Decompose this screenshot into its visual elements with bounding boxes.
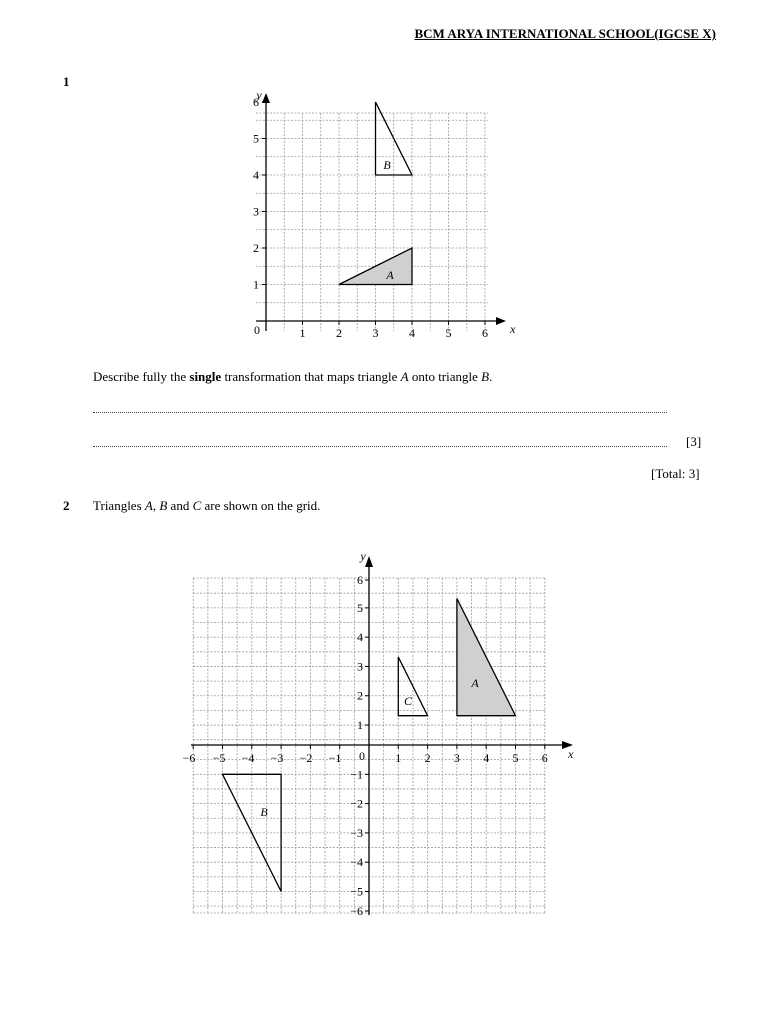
q2-triangle-a-label: A <box>471 676 479 690</box>
q2-x-axis-label: x <box>568 747 574 761</box>
q2-x-tick: −2 <box>299 751 313 765</box>
question-1-mark: [3] <box>686 434 702 449</box>
q2-y-tick: −4 <box>350 855 363 870</box>
q1-x-tick: 6 <box>482 326 488 340</box>
answer-line-1[interactable] <box>93 410 667 413</box>
prompt-emphasis: single <box>189 369 222 384</box>
prompt-var-a: A <box>144 498 153 513</box>
q2-y-tick: 1 <box>357 718 363 732</box>
q1-x-tick: 3 <box>372 326 379 340</box>
q2-x-tick: −3 <box>270 751 284 765</box>
q1-triangle-b-label: B <box>383 158 391 172</box>
q1-y-tick: 2 <box>253 241 259 255</box>
q1-x-tick: 2 <box>336 326 342 340</box>
q2-x-tick: −5 <box>212 751 226 765</box>
prompt-text: . <box>489 369 493 384</box>
question-2-number: 2 <box>63 498 70 513</box>
q2-x-tick: −1 <box>328 751 342 765</box>
school-header: BCM ARYA INTERNATIONAL SCHOOL(IGCSE X) <box>414 26 716 41</box>
prompt-text: transformation that maps triangle <box>221 369 401 384</box>
q2-y-tick: −5 <box>350 884 363 899</box>
q1-origin-label: 0 <box>254 323 260 337</box>
prompt-text: Triangles <box>93 498 145 513</box>
prompt-text: , <box>152 498 160 513</box>
question-1-graph <box>240 85 530 345</box>
q1-y-tick: 3 <box>253 204 259 219</box>
q2-y-tick: 6 <box>357 573 363 587</box>
q1-grid <box>256 113 488 331</box>
q2-origin-label: 0 <box>359 749 365 763</box>
q2-y-tick: 2 <box>357 688 363 703</box>
question-1-total: [Total: 3] <box>651 466 700 481</box>
question-2-graph <box>175 540 590 925</box>
question-1-number: 1 <box>63 74 70 89</box>
q2-x-tick: −4 <box>241 751 255 765</box>
q2-x-tick: 2 <box>424 751 431 765</box>
prompt-var-c: C <box>192 498 202 513</box>
q2-y-tick: −3 <box>350 825 363 840</box>
q2-y-tick: −6 <box>350 904 363 918</box>
q1-y-axis-label: y <box>256 88 262 102</box>
q2-triangle-a <box>457 599 516 716</box>
q2-triangle-c-label: C <box>403 694 413 708</box>
q2-x-tick: 1 <box>395 751 402 765</box>
q1-y-tick: 1 <box>253 277 259 292</box>
q1-x-tick: 1 <box>299 326 306 340</box>
q1-x-tick: 5 <box>445 326 452 340</box>
q2-y-tick: −2 <box>350 796 363 811</box>
q2-x-tick: 4 <box>483 751 490 765</box>
prompt-var-b: B <box>481 369 490 384</box>
prompt-text: are shown on the grid. <box>201 498 321 513</box>
q2-y-tick: 5 <box>357 600 363 615</box>
q2-y-tick: 4 <box>357 630 363 645</box>
prompt-text: onto triangle <box>408 369 482 384</box>
q1-x-tick: 4 <box>409 326 415 340</box>
q2-y-arrow <box>365 556 373 567</box>
q2-y-tick: 3 <box>357 659 363 674</box>
q2-y-axis-label: y <box>360 549 366 563</box>
answer-line-2[interactable] <box>93 444 667 447</box>
prompt-var-a: A <box>400 369 409 384</box>
q2-triangle-b-label: B <box>260 805 268 819</box>
prompt-text: Describe fully the <box>93 369 190 384</box>
prompt-text: and <box>167 498 193 513</box>
q1-x-axis-label: x <box>510 322 516 336</box>
q2-x-tick: 6 <box>541 751 548 765</box>
prompt-var-b: B <box>159 498 168 513</box>
question-1-prompt <box>93 369 492 385</box>
q2-x-tick: 5 <box>512 751 519 765</box>
q1-triangle-a-label: A <box>386 268 394 282</box>
q1-y-tick: 6 <box>253 95 259 109</box>
q1-x-arrow <box>496 317 506 325</box>
q1-y-tick: 4 <box>253 168 259 182</box>
q2-y-tick: −1 <box>350 767 363 782</box>
q2-x-tick: −6 <box>182 751 196 765</box>
q1-y-tick: 5 <box>253 131 259 146</box>
q2-x-tick: 3 <box>453 751 460 765</box>
question-2-prompt <box>93 498 320 514</box>
